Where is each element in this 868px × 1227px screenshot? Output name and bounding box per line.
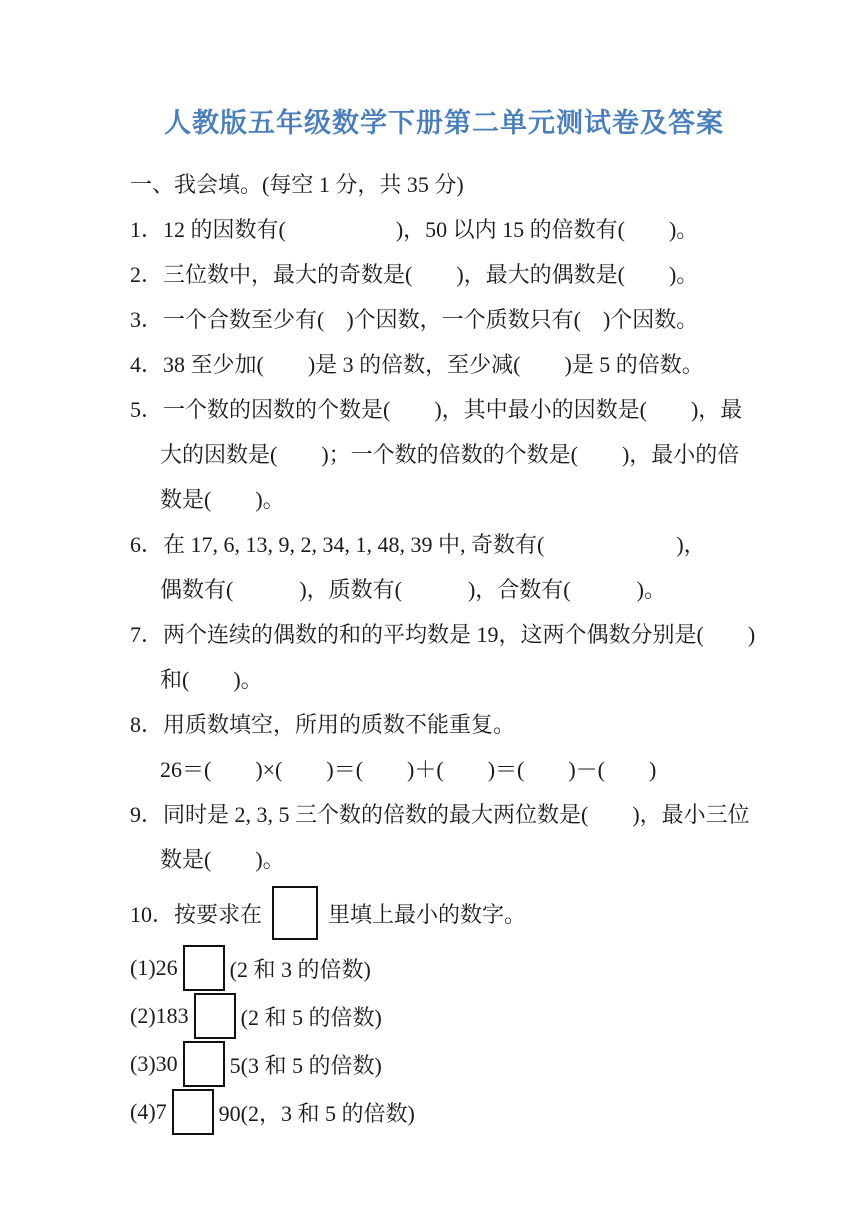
fill-in-box <box>183 945 225 991</box>
sub-item-suffix: 90(2，3 和 5 的倍数) <box>218 1100 415 1126</box>
question-10-lead: 10．按要求在 <box>130 901 263 927</box>
question-6-line-2: 偶数有( )，质数有( )，合数有( )。 <box>160 577 666 602</box>
fill-in-box-large <box>272 886 318 940</box>
question-10-sub-1 <box>130 944 758 992</box>
sub-item-suffix: 5(3 和 5 的倍数) <box>229 1052 382 1078</box>
question-10-sub-2 <box>130 992 758 1040</box>
question-7-line-2: 和( )。 <box>160 667 263 692</box>
fill-in-box <box>183 1041 225 1087</box>
fill-in-box <box>194 993 236 1039</box>
question-4: 4．38 至少加( )是 3 的倍数，至少减( )是 5 的倍数。 <box>130 352 704 377</box>
question-9-line-1: 9．同时是 2, 3, 5 三个数的倍数的最大两位数是( )，最小三位 <box>130 802 750 827</box>
sub-item-prefix: (2)183 <box>130 1003 189 1028</box>
question-10 <box>130 882 758 944</box>
question-10-tail: 里填上最小的数字。 <box>328 901 527 927</box>
question-8-line-1: 8．用质数填空，所用的质数不能重复。 <box>130 712 516 737</box>
question-5-line-1: 5．一个数的因数的个数是( )，其中最小的因数是( )，最 <box>130 397 743 422</box>
question-9-line-2: 数是( )。 <box>160 847 285 872</box>
question-7-line-1: 7．两个连续的偶数的和的平均数是 19，这两个偶数分别是( ) <box>130 622 756 647</box>
question-3: 3．一个合数至少有( )个因数，一个质数只有( )个因数。 <box>130 307 699 332</box>
question-5-line-2: 大的因数是( )；一个数的倍数的个数是( )，最小的倍 <box>160 442 740 467</box>
question-10-sub-3 <box>130 1040 758 1088</box>
sub-item-prefix: (4)7 <box>130 1099 167 1124</box>
sub-item-prefix: (1)26 <box>130 955 178 980</box>
sub-item-prefix: (3)30 <box>130 1051 178 1076</box>
section-heading: 一、我会填。(每空 1 分，共 35 分) <box>130 172 464 197</box>
sub-item-suffix: (2 和 3 的倍数) <box>229 956 371 982</box>
page-title: 人教版五年级数学下册第二单元测试卷及答案 <box>164 108 724 138</box>
fill-in-box <box>172 1089 214 1135</box>
question-10-sub-4 <box>130 1088 758 1136</box>
question-8-equation: 26＝( )×( )＝( )＋( )＝( )－( ) <box>160 757 657 782</box>
question-6-line-1: 6．在 17, 6, 13, 9, 2, 34, 1, 48, 39 中, 奇数有( )， <box>130 532 706 557</box>
question-2: 2．三位数中，最大的奇数是( )，最大的偶数是( )。 <box>130 262 699 287</box>
question-1: 1．12 的因数有( )，50 以内 15 的倍数有( )。 <box>130 217 699 242</box>
question-5-line-3: 数是( )。 <box>160 487 285 512</box>
sub-item-suffix: (2 和 5 的倍数) <box>240 1004 382 1030</box>
